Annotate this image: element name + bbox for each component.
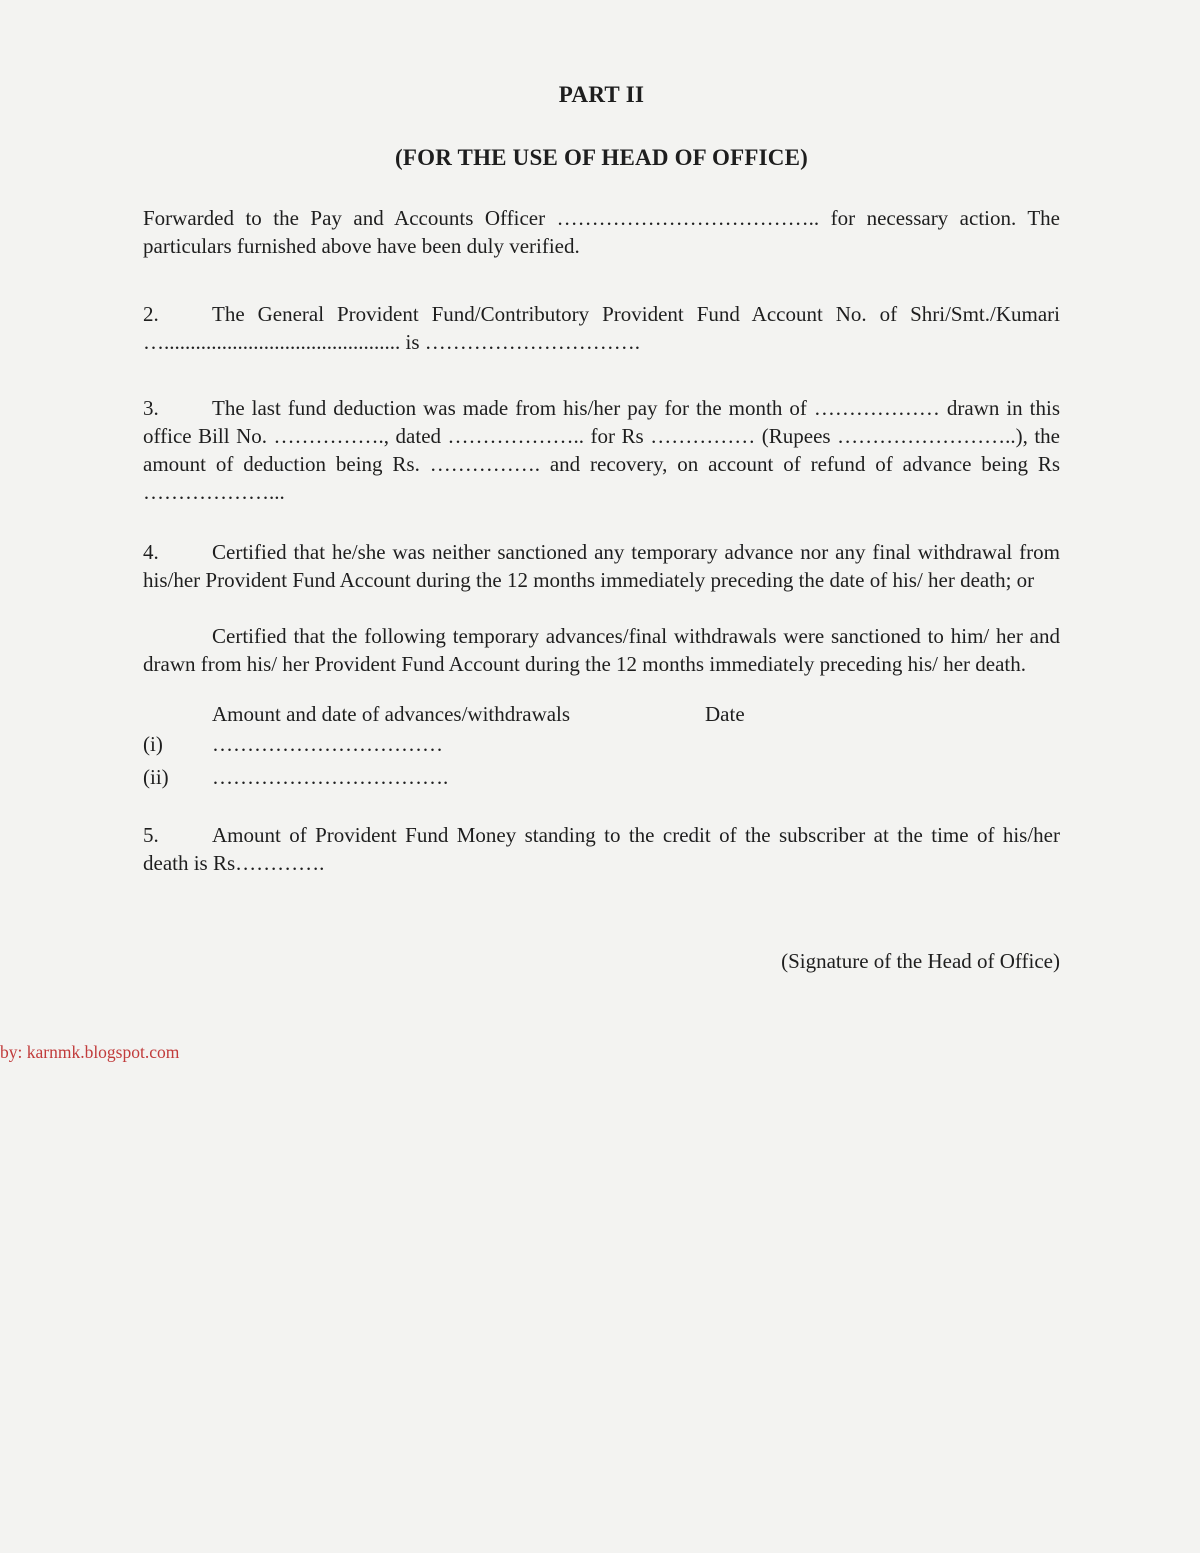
advances-row-i [143, 728, 1060, 761]
advances-row-ii-label: (ii) [143, 765, 169, 789]
advances-header-label: Amount and date of advances/withdrawals [212, 702, 571, 726]
section-5-paragraph [143, 821, 1060, 877]
part-title: PART II [558, 82, 645, 107]
advances-row-i-label: (i) [143, 732, 163, 756]
signature-line: (Signature of the Head of Office) [781, 949, 1060, 973]
advances-row-ii-dots: ……………………………. [212, 765, 449, 789]
section-5-number: 5. [143, 823, 159, 847]
section-5-text: Amount of Provident Fund Money standing to the credit of the subscriber at the time of his/her death is Rs…………. [143, 823, 1060, 875]
section-4-paragraph [143, 538, 1060, 594]
forwarded-paragraph: Forwarded to the Pay and Accounts Officer ……………………………….. for necessary action. The particulars furnished above have been duly verified. [143, 206, 1060, 258]
section-4-text: Certified that he/she was neither sanctioned any temporary advance nor any final withdrawal from his/her Provident Fund Account during the 12 months immediately preceding the date of his/ her death; or [143, 540, 1060, 592]
section-2-paragraph [143, 300, 1060, 356]
section-2-number: 2. [143, 302, 159, 326]
advances-header-row [143, 700, 1060, 728]
section-3-paragraph [143, 394, 1060, 506]
advances-row-ii [143, 761, 1060, 794]
section-4-number: 4. [143, 540, 159, 564]
certified-alternative-paragraph: Certified that the following temporary advances/final withdrawals were sanctioned to him/ her and drawn from his/ her Provident Fund Account during the 12 months immediately preceding his/ her death. [143, 624, 1060, 676]
section-2-text: The General Provident Fund/Contributory Provident Fund Account No. of Shri/Smt./Kumari …............................................. is …………………………. [143, 302, 1060, 354]
advances-row-i-dots: …………………………… [212, 732, 443, 756]
blog-credit-watermark: by: karnmk.blogspot.com [0, 1042, 180, 1062]
section-3-number: 3. [143, 396, 159, 420]
advances-withdrawals-block [143, 700, 1060, 794]
advances-date-header: Date [705, 702, 745, 726]
head-of-office-subtitle: (FOR THE USE OF HEAD OF OFFICE) [395, 145, 808, 170]
section-3-text: The last fund deduction was made from his/her pay for the month of ……………… drawn in this office Bill No. ……………., dated ……………….. for Rs …………… (Rupees ……………………..), the amount of deduction being Rs. ……………. and recovery, on account of refund of advance being Rs ………………... [143, 396, 1060, 504]
